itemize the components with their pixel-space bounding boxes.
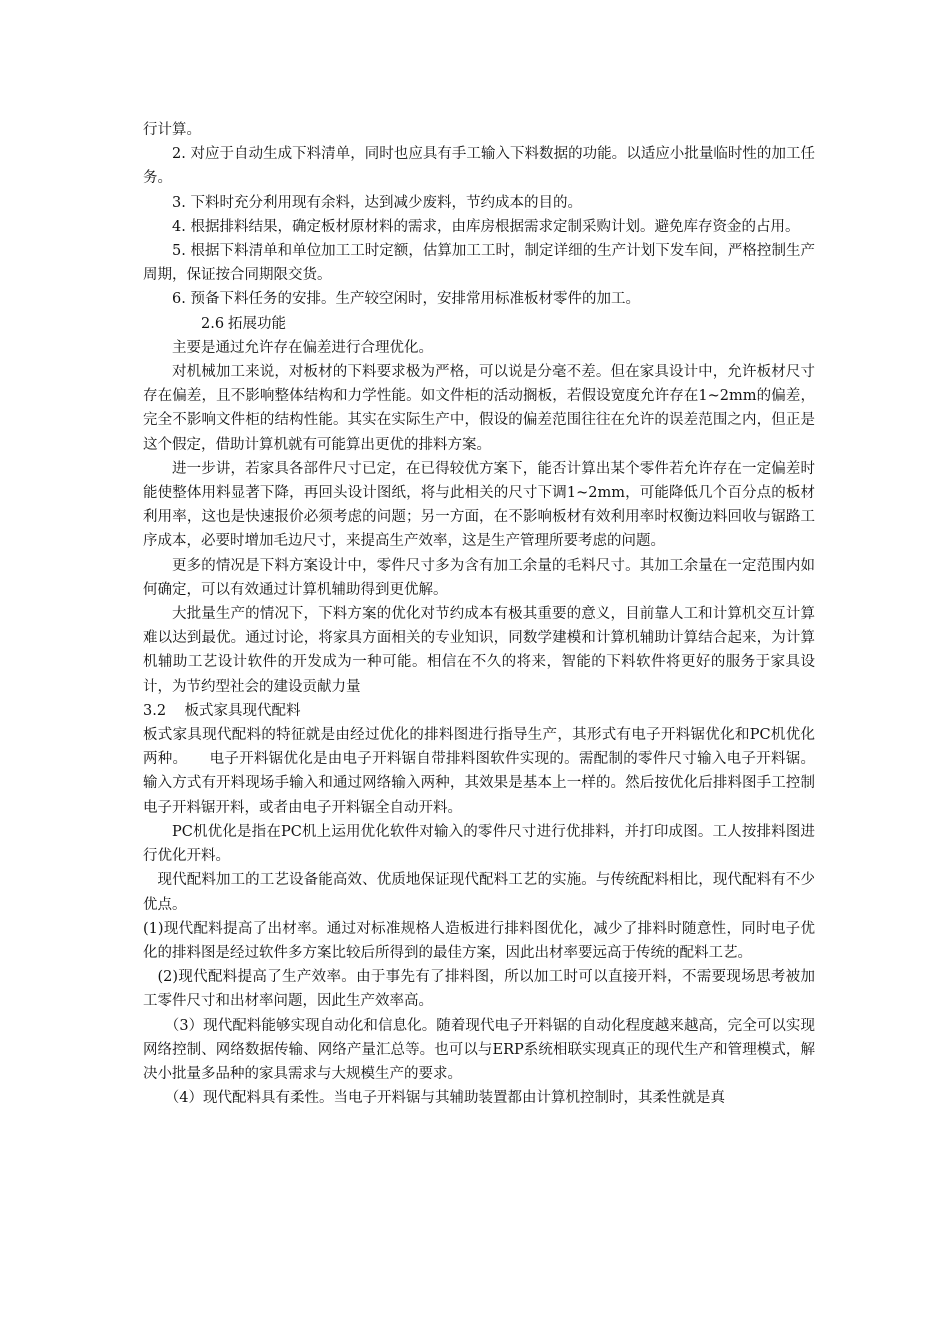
document-body bbox=[143, 118, 815, 1110]
paragraph-continuation: 行计算。 bbox=[143, 122, 201, 138]
paragraph: 进一步讲，若家具各部件尺寸已定，在已得较优方案下，能否计算出某个零件若允许存在一定偏差时能使整体用料显著下降，再回头设计图纸，将与此相关的尺寸下调1~2mm，可能降低几个百分点的板材利用率，这也是快速报价必须考虑的问题；另一方面，在不影响板材有效利用率时权衡边料回收与锯路工序成本，必要时增加毛边尺寸，来提高生产效率，这是生产管理所要考虑的问题。 bbox=[143, 460, 815, 550]
paragraph: 现代配料加工的工艺设备能高效、优质地保证现代配料工艺的实施。与传统配料相比，现代配料有不少优点。 bbox=[143, 872, 815, 913]
paragraph: PC机优化是指在PC机上运用优化软件对输入的零件尺寸进行优排料，并打印成图。工人按排料图进行优化开料。 bbox=[143, 823, 815, 865]
paragraph: 对机械加工来说，对板材的下料要求极为严格，可以说是分毫不差。但在家具设计中，允许板材尺寸存在偏差，且不影响整体结构和力学性能。如文件柜的活动搁板，若假设宽度允许存在1~2mm的偏差，完全不影响文件柜的结构性能。其实在实际生产中，假设的偏差范围往往在允许的误差范围之内，但正是这个假定，借助计算机就有可能算出更优的排料方案。 bbox=[143, 364, 815, 453]
section-heading-3-2 bbox=[143, 699, 815, 723]
list-item-advantage-4: （4）现代配料具有柔性。当电子开料锯与其辅助装置都由计算机控制时，其柔性就是真 bbox=[164, 1090, 725, 1107]
section-title: 板式家具现代配料 bbox=[184, 702, 301, 719]
section-title: 拓展功能 bbox=[228, 315, 286, 332]
section-number: 2.6 bbox=[201, 315, 225, 332]
section-heading-2-6 bbox=[143, 312, 815, 336]
paragraph: 板式家具现代配料的特征就是由经过优化的排料图进行指导生产，其形式有电子开料锯优化和PC机优化两种。 电子开料锯优化是由电子开料锯自带排料图软件实现的。需配制的零件尺寸输入电子开料锯。输入方式有开料现场手输入和通过网络输入两种，其效果是基本上一样的。然后按优化后排料图手工控制电子开料锯开料，或者由电子开料锯全自动开料。 bbox=[143, 727, 815, 816]
list-item-3: 3. 下料时充分利用现有余料，达到减少废料，节约成本的目的。 bbox=[172, 194, 582, 211]
list-item-6: 6. 预备下料任务的安排。生产较空闲时，安排常用标准板材零件的加工。 bbox=[172, 291, 640, 308]
list-item-advantage-2: (2)现代配料提高了生产效率。由于事先有了排料图，所以加工时可以直接开料，不需要现场思考被加工零件尺寸和出材率问题，因此生产效率高。 bbox=[143, 969, 815, 1010]
list-item-4: 4. 根据排料结果，确定板材原材料的需求，由库房根据需求定制采购计划。避免库存资金的占用。 bbox=[172, 218, 800, 235]
paragraph: 大批量生产的情况下，下料方案的优化对节约成本有极其重要的意义，目前靠人工和计算机交互计算难以达到最优。通过讨论，将家具方面相关的专业知识，同数学建模和计算机辅助计算结合起来，为计算机辅助工艺设计软件的开发成为一种可能。相信在不久的将来，智能的下料软件将更好的服务于家具设计，为节约型社会的建设贡献力量 bbox=[143, 606, 815, 695]
paragraph: 更多的情况是下料方案设计中，零件尺寸多为含有加工余量的毛料尺寸。其加工余量在一定范围内如何确定，可以有效通过计算机辅助得到更优解。 bbox=[143, 557, 815, 598]
list-item-2: 2. 对应于自动生成下料清单，同时也应具有手工输入下料数据的功能。以适应小批量临时性的加工任务。 bbox=[143, 146, 815, 187]
paragraph: 主要是通过允许存在偏差进行合理优化。 bbox=[172, 339, 433, 356]
list-item-5: 5. 根据下料清单和单位加工工时定额，估算加工工时，制定详细的生产计划下发车间，严格控制生产周期，保证按合同期限交货。 bbox=[143, 243, 815, 284]
list-item-advantage-1: (1)现代配料提高了出材率。通过对标准规格人造板进行排料图优化，减少了排料时随意性，同时电子优化的排料图是经过软件多方案比较后所得到的最佳方案，因此出材率要远高于传统的配料工艺。 bbox=[143, 920, 815, 961]
list-item-advantage-3: （3）现代配料能够实现自动化和信息化。随着现代电子开料锯的自动化程度越来越高，完全可以实现网络控制、网络数据传输、网络产量汇总等。也可以与ERP系统相联实现真正的现代生产和管理模式，解决小批量多品种的家具需求与大规模生产的要求。 bbox=[143, 1017, 815, 1082]
section-number: 3.2 bbox=[143, 702, 167, 719]
